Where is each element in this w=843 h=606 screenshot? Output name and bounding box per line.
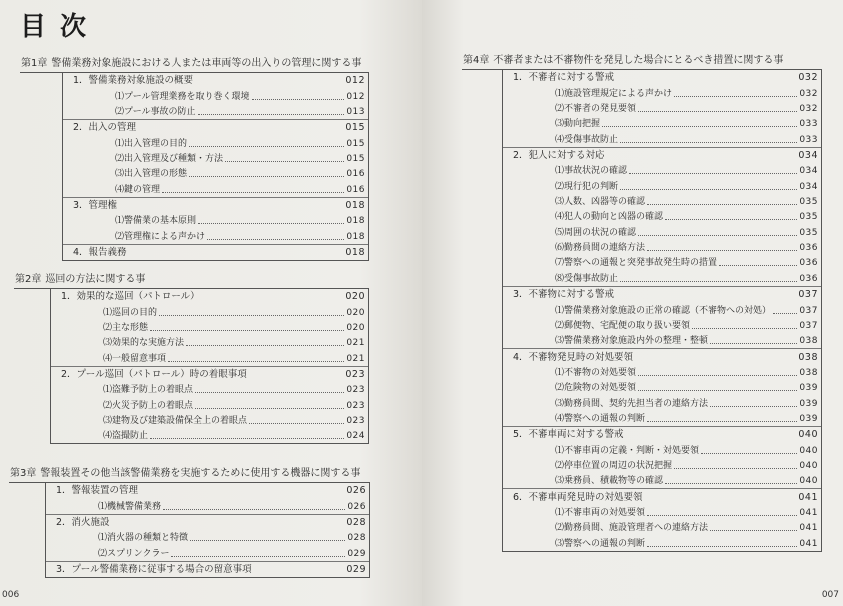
subsection-page: 024 (346, 431, 365, 442)
subsection-entry[interactable] (503, 380, 821, 395)
section-entry[interactable] (503, 489, 821, 504)
section-title: 2．消火施設 (56, 517, 110, 529)
dot-leader (710, 343, 797, 344)
dot-leader (189, 176, 344, 177)
dot-leader (189, 146, 344, 147)
subsection-title: ⑴盗難予防上の着眼点 (103, 385, 194, 396)
dot-leader (647, 515, 797, 516)
section-title: 1．警備業務対象施設の概要 (73, 75, 194, 87)
subsection-title: ⑴機械警備業務 (98, 501, 162, 512)
subsection-title: ⑴警備業務対象施設の正常の確認（不審物への対処） (555, 305, 772, 316)
subsection-entry[interactable] (503, 101, 821, 116)
subsection-entry[interactable] (503, 270, 821, 285)
dot-leader (190, 540, 345, 541)
subsection-page: 023 (346, 400, 365, 411)
chapter-2 (14, 272, 369, 444)
subsection-entry[interactable] (503, 178, 821, 193)
subsection-entry[interactable] (63, 213, 368, 228)
section-title: 2．出入の管理 (73, 122, 137, 134)
subsection-title: ⑶人数、凶器等の確認 (555, 197, 646, 208)
subsection-page: 036 (799, 258, 818, 269)
subsection-title: ⑷受傷事故防止 (555, 134, 619, 145)
subsection-title: ⑴不審車両の定義・判断・対処要領 (555, 445, 700, 456)
section-entry[interactable] (503, 349, 821, 364)
dot-leader (225, 161, 344, 162)
chapter-title: 警備業務対象施設における人または車両等の出入りの管理に関する事 (51, 58, 362, 69)
section-block (46, 562, 369, 577)
section-page: 012 (345, 75, 365, 87)
subsection-title: ⑶警察への通報の判断 (555, 538, 646, 549)
section-block (503, 349, 821, 427)
subsection-title: ⑷鍵の管理 (115, 184, 161, 195)
dot-leader (674, 468, 797, 469)
dot-leader (710, 406, 797, 407)
subsection-entry[interactable] (503, 302, 821, 317)
section-title: 4．不審物発見時の対処要領 (513, 351, 634, 363)
dot-leader (710, 530, 797, 531)
subsection-title: ⑵管理権による声かけ (115, 231, 206, 242)
subsection-entry[interactable] (51, 397, 368, 412)
chapter-title: 警報装置その他当該警備業務を実施するために使用する機器に関する事 (40, 468, 361, 479)
subsection-entry[interactable] (503, 535, 821, 550)
subsection-entry[interactable] (503, 458, 821, 473)
section-title: 3．不審物に対する警戒 (513, 289, 615, 301)
section-block (503, 287, 821, 349)
section-title: 1．不審者に対する警戒 (513, 72, 615, 84)
dot-leader (620, 189, 797, 190)
section-title: 1．警報装置の管理 (56, 485, 139, 497)
section-entry[interactable] (503, 148, 821, 163)
subsection-title: ⑴巡回の目的 (103, 307, 158, 318)
section-block (51, 289, 368, 367)
dot-leader (638, 111, 797, 112)
section-title: 3．プール警備業務に従事する場合の留意事項 (56, 564, 252, 576)
subsection-entry[interactable] (46, 545, 369, 560)
section-page: 023 (345, 369, 365, 381)
section-entry[interactable] (503, 287, 821, 302)
subsection-entry[interactable] (503, 194, 821, 209)
subsection-title: ⑴不審物の対処要領 (555, 367, 637, 378)
subsection-title: ⑵主な形態 (103, 323, 149, 334)
chapter-number: 第3章 (10, 468, 37, 479)
chapter-number: 第2章 (15, 274, 42, 285)
section-entry[interactable] (503, 427, 821, 442)
chapter-1 (20, 56, 369, 261)
dot-leader (647, 204, 797, 205)
subsection-entry[interactable] (503, 395, 821, 410)
section-title: 2．プール巡回（パトロール）時の着眼事項 (61, 369, 247, 381)
section-page: 037 (798, 289, 818, 301)
dot-leader (171, 556, 345, 557)
subsection-title: ⑵現行犯の判断 (555, 181, 619, 192)
dot-leader (647, 250, 797, 251)
subsection-entry[interactable] (63, 104, 368, 119)
subsection-entry[interactable] (63, 151, 368, 166)
right-page-number: 007 (821, 590, 839, 600)
chapter-number: 第4章 (463, 55, 490, 66)
subsection-entry[interactable] (503, 163, 821, 178)
subsection-entry[interactable] (503, 116, 821, 131)
subsection-page: 037 (799, 320, 818, 331)
subsection-title: ⑶乗務員、積載物等の確認 (555, 476, 664, 487)
dot-leader (773, 313, 797, 314)
dot-leader (701, 453, 797, 454)
section-entry[interactable] (63, 73, 368, 88)
subsection-title: ⑵危険物の対処要領 (555, 383, 637, 394)
subsection-title: ⑻受傷事故防止 (555, 273, 619, 284)
subsection-title: ⑵郵便物、宅配便の取り扱い要領 (555, 320, 691, 331)
subsection-page: 016 (346, 184, 365, 195)
subsection-title: ⑶勤務員間、契約先担当者の連絡方法 (555, 398, 709, 409)
section-title: 2．犯人に対する対応 (513, 150, 605, 162)
subsection-title: ⑶効果的な実施方法 (103, 338, 185, 349)
subsection-page: 013 (346, 107, 365, 118)
subsection-title: ⑵勤務員間、施設管理者への連絡方法 (555, 523, 709, 534)
subsection-page: 040 (799, 445, 818, 456)
dot-leader (647, 421, 797, 422)
chapter-heading (14, 272, 369, 289)
section-list (62, 73, 369, 261)
chapter-4 (462, 53, 822, 552)
dot-leader (719, 265, 797, 266)
subsection-page: 021 (346, 338, 365, 349)
section-block (503, 70, 821, 148)
subsection-title: ⑵停車位置の周辺の状況把握 (555, 460, 673, 471)
subsection-page: 016 (346, 169, 365, 180)
dot-leader (638, 235, 797, 236)
subsection-title: ⑺警察への通報と突発事故発生時の措置 (555, 258, 718, 269)
subsection-page: 033 (799, 134, 818, 145)
section-page: 029 (346, 564, 366, 576)
subsection-title: ⑴プール管理業務を取り巻く環境 (115, 91, 250, 102)
subsection-title: ⑴事故状況の確認 (555, 166, 628, 177)
subsection-page: 034 (799, 181, 818, 192)
dot-leader (195, 392, 344, 393)
subsection-page: 015 (346, 138, 365, 149)
subsection-title: ⑴出入管理の目的 (115, 138, 188, 149)
subsection-entry[interactable] (503, 411, 821, 426)
subsection-page: 041 (799, 538, 818, 549)
section-page: 032 (798, 72, 818, 84)
subsection-entry[interactable] (503, 131, 821, 146)
subsection-entry[interactable] (503, 255, 821, 270)
subsection-title: ⑶警備業務対象施設内外の整理・整頓 (555, 336, 709, 347)
section-entry[interactable] (46, 483, 369, 498)
section-title: 6．不審車両発見時の対処要領 (513, 491, 643, 503)
subsection-page: 018 (346, 231, 365, 242)
dot-leader (198, 223, 344, 224)
dot-leader (163, 509, 345, 510)
subsection-title: ⑴施設管理規定による声かけ (555, 88, 673, 99)
right-page (422, 0, 843, 606)
chapter-heading (462, 53, 822, 70)
dot-leader (602, 126, 797, 127)
section-title: 5．不審車両に対する警戒 (513, 429, 624, 441)
subsection-page: 037 (799, 305, 818, 316)
dot-leader (159, 315, 344, 316)
section-block (63, 198, 368, 245)
dot-leader (665, 483, 797, 484)
section-page: 038 (798, 351, 818, 363)
subsection-page: 033 (799, 119, 818, 130)
section-entry[interactable] (63, 198, 368, 213)
subsection-page: 020 (346, 323, 365, 334)
left-page-number: 006 (2, 590, 20, 600)
section-block (63, 73, 368, 120)
subsection-title: ⑵出入管理及び種類・方法 (115, 154, 224, 165)
section-block (503, 489, 821, 550)
subsection-entry[interactable] (503, 520, 821, 535)
subsection-title: ⑵プール事故の防止 (115, 107, 196, 118)
dot-leader (249, 423, 344, 424)
subsection-entry[interactable] (503, 209, 821, 224)
subsection-entry[interactable] (51, 335, 368, 350)
section-entry[interactable] (51, 289, 368, 304)
dot-leader (198, 114, 345, 115)
subsection-entry[interactable] (51, 382, 368, 397)
dot-leader (620, 281, 797, 282)
dot-leader (150, 438, 344, 439)
subsection-page: 034 (799, 166, 818, 177)
section-title: 4．報告義務 (73, 247, 127, 259)
subsection-page: 035 (799, 227, 818, 238)
section-entry[interactable] (503, 70, 821, 85)
section-page: 026 (346, 485, 366, 497)
subsection-title: ⑷犯人の動向と凶器の確認 (555, 212, 664, 223)
section-block (46, 515, 369, 562)
section-list (50, 289, 369, 444)
section-block (51, 367, 368, 444)
subsection-page: 041 (799, 523, 818, 534)
subsection-page: 021 (346, 353, 365, 364)
dot-leader (692, 328, 797, 329)
subsection-page: 036 (799, 243, 818, 254)
subsection-page: 032 (799, 88, 818, 99)
subsection-page: 023 (346, 385, 365, 396)
section-block (63, 245, 368, 260)
dot-leader (186, 345, 344, 346)
section-list (502, 70, 822, 552)
subsection-entry[interactable] (46, 498, 369, 513)
subsection-entry[interactable] (51, 320, 368, 335)
subsection-page: 039 (799, 398, 818, 409)
dot-leader (629, 173, 797, 174)
section-page: 041 (798, 491, 818, 503)
section-title: 3．管理権 (73, 200, 118, 212)
subsection-entry[interactable] (503, 224, 821, 239)
section-entry[interactable] (46, 562, 369, 577)
subsection-page: 039 (799, 413, 818, 424)
subsection-title: ⑵スプリンクラー (98, 548, 170, 559)
section-entry[interactable] (46, 515, 369, 530)
subsection-entry[interactable] (63, 228, 368, 243)
chapter-number: 第1章 (21, 58, 48, 69)
subsection-page: 041 (799, 507, 818, 518)
section-page: 034 (798, 150, 818, 162)
subsection-entry[interactable] (503, 318, 821, 333)
subsection-title: ⑷一般留意事項 (103, 353, 167, 364)
dot-leader (665, 219, 797, 220)
section-block (503, 148, 821, 287)
dot-leader (207, 239, 344, 240)
dot-leader (150, 330, 344, 331)
subsection-page: 012 (346, 91, 365, 102)
subsection-entry[interactable] (503, 333, 821, 348)
subsection-page: 029 (347, 548, 366, 559)
subsection-title: ⑸周囲の状況の確認 (555, 227, 637, 238)
subsection-page: 040 (799, 460, 818, 471)
subsection-title: ⑵不審者の発見要領 (555, 104, 637, 115)
subsection-page: 038 (799, 367, 818, 378)
chapter-heading (9, 466, 370, 483)
section-page: 015 (345, 122, 365, 134)
subsection-title: ⑵火災予防上の着眼点 (103, 400, 194, 411)
section-entry[interactable] (63, 120, 368, 135)
chapter-3 (9, 466, 370, 578)
subsection-entry[interactable] (63, 88, 368, 103)
subsection-entry[interactable] (51, 428, 368, 443)
chapter-title: 巡回の方法に関する事 (45, 274, 146, 285)
section-list (45, 483, 370, 578)
subsection-title: ⑶動向把握 (555, 119, 601, 130)
subsection-entry[interactable] (503, 505, 821, 520)
subsection-title: ⑴不審車両の対処要領 (555, 507, 646, 518)
section-block (63, 120, 368, 198)
subsection-page: 023 (346, 416, 365, 427)
subsection-page: 040 (799, 476, 818, 487)
subsection-entry[interactable] (46, 530, 369, 545)
section-title: 1．効果的な巡回（パトロール） (61, 291, 200, 303)
subsection-page: 026 (347, 501, 366, 512)
subsection-page: 035 (799, 197, 818, 208)
subsection-entry[interactable] (63, 181, 368, 196)
dot-leader (638, 375, 797, 376)
section-page: 020 (345, 291, 365, 303)
subsection-title: ⑴消火器の種類と特徴 (98, 533, 189, 544)
dot-leader (195, 408, 344, 409)
subsection-entry[interactable] (503, 473, 821, 488)
subsection-entry[interactable] (503, 240, 821, 255)
subsection-title: ⑶建物及び建築設備保全上の着眼点 (103, 416, 248, 427)
subsection-page: 020 (346, 307, 365, 318)
subsection-entry[interactable] (51, 304, 368, 319)
subsection-entry[interactable] (503, 365, 821, 380)
dot-leader (162, 192, 344, 193)
section-page: 028 (346, 517, 366, 529)
subsection-title: ⑶出入管理の形態 (115, 169, 188, 180)
subsection-entry[interactable] (51, 350, 368, 365)
chapter-heading (20, 56, 369, 73)
subsection-page: 035 (799, 212, 818, 223)
subsection-entry[interactable] (503, 442, 821, 457)
section-block (46, 483, 369, 515)
subsection-title: ⑷警察への通報の判断 (555, 413, 646, 424)
section-page: 040 (798, 429, 818, 441)
subsection-page: 015 (346, 154, 365, 165)
subsection-page: 036 (799, 273, 818, 284)
dot-leader (674, 96, 797, 97)
subsection-page: 028 (347, 533, 366, 544)
dot-leader (638, 390, 797, 391)
subsection-page: 032 (799, 104, 818, 115)
subsection-page: 039 (799, 383, 818, 394)
dot-leader (252, 99, 345, 100)
subsection-page: 018 (346, 216, 365, 227)
section-block (503, 427, 821, 489)
dot-leader (647, 546, 797, 547)
chapter-title: 不審者または不審物件を発見した場合にとるべき措置に関する事 (493, 55, 784, 66)
subsection-title: ⑷盗撮防止 (103, 431, 149, 442)
subsection-entry[interactable] (51, 413, 368, 428)
subsection-page: 038 (799, 336, 818, 347)
subsection-title: ⑹勤務員間の連絡方法 (555, 243, 646, 254)
section-page: 018 (345, 247, 365, 259)
dot-leader (620, 142, 797, 143)
section-entry[interactable] (63, 245, 368, 260)
subsection-title: ⑴警備業の基本原則 (115, 216, 197, 227)
subsection-entry[interactable] (63, 135, 368, 150)
section-page: 018 (345, 200, 365, 212)
section-entry[interactable] (51, 367, 368, 382)
subsection-entry[interactable] (503, 85, 821, 100)
dot-leader (168, 361, 344, 362)
subsection-entry[interactable] (63, 166, 368, 181)
toc-title: 目次 (20, 12, 101, 42)
